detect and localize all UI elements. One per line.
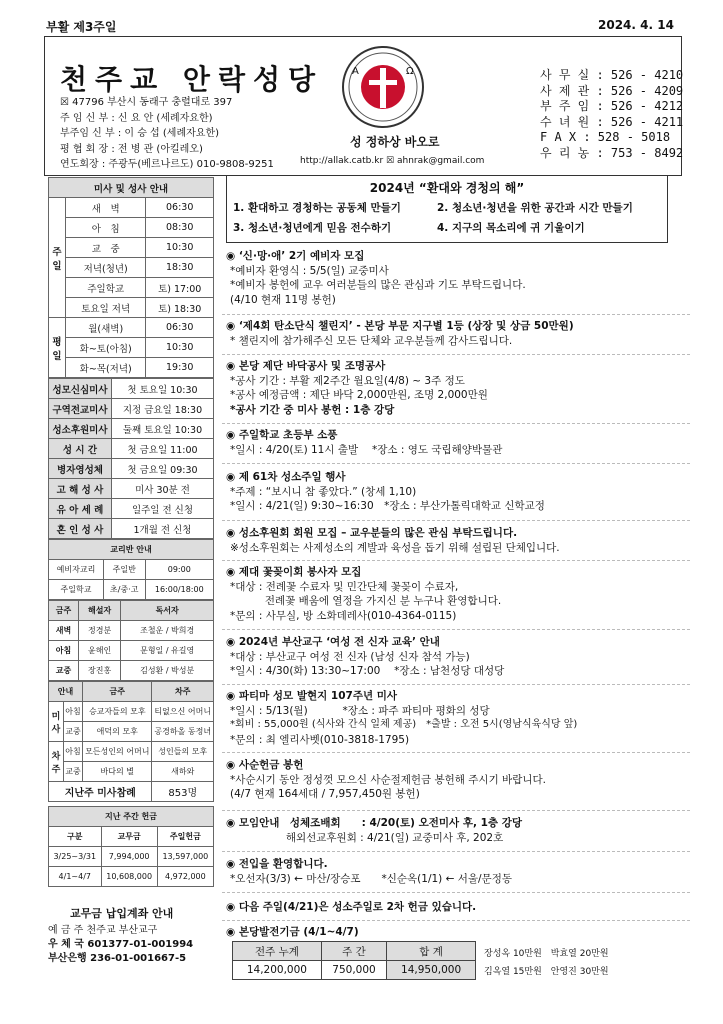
announcement-line: 전례꽃 배움에 열정을 가지신 분 누구나 환영합니다.: [230, 595, 502, 607]
commentator: 정경분: [78, 621, 120, 641]
fund-prev-total: 14,200,000: [233, 961, 322, 980]
hymns-head: 차주: [152, 682, 214, 702]
collection-sunday: 4,972,000: [157, 867, 213, 887]
divider: [222, 560, 690, 561]
announcement-line: *주제 : “보시니 참 좋았다.” (창세 1,10): [230, 485, 417, 498]
fund-head: 합 계: [387, 942, 476, 961]
donor-line: 장성옥 10만원 박효열 20만원: [484, 949, 609, 959]
phone-list: [540, 68, 683, 161]
readers-head: 해설자: [78, 601, 120, 621]
svg-text:A: A: [352, 66, 359, 77]
announcement-title: ◉ 제 61차 성소주일 행사: [226, 471, 346, 483]
announcement-title: ◉ 사순헌금 봉헌: [226, 759, 304, 771]
sidebar: [48, 177, 214, 887]
phone-assistant: 부 주 임 : 526 - 4212: [540, 99, 684, 113]
divider: [222, 629, 690, 630]
mass-time: 18:30: [146, 258, 214, 278]
church-info: [60, 95, 274, 173]
theme-banner: [226, 175, 668, 243]
announcement-line: *공사 기간 : 부활 제2주간 월요일(4/8) ~ 3주 정도: [230, 374, 465, 387]
divider: [222, 314, 690, 315]
church-logo: [340, 44, 426, 130]
announcement: [226, 249, 686, 307]
hymn-next: 성인들의 모후: [152, 742, 214, 762]
collection-title: 지난 주간 헌금: [49, 807, 214, 827]
announcement: [226, 857, 686, 886]
announcement: [226, 925, 686, 940]
mass-name: 주일학교: [66, 278, 146, 298]
sacrament-time: 미사 30분 전: [112, 479, 214, 499]
lectors: 김성환 / 박성분: [121, 661, 214, 681]
phone-rectory: 사 제 관 : 526 - 4209: [540, 83, 684, 98]
readers-table: [48, 600, 214, 681]
divider: [222, 354, 690, 355]
announcement-line: *오선자(3/3) ← 마산/장승포 *신순옥(1/1) ← 서울/문정동: [230, 872, 512, 885]
announcement-title: ◉ 제대 꽃꽂이회 봉사자 모집: [226, 566, 362, 578]
sacrament-name: 성 시 간: [49, 439, 112, 459]
fund-head: 전주 누계: [233, 942, 322, 961]
hymn-next: 새하와: [152, 762, 214, 782]
weekday-label: 평일: [49, 318, 66, 378]
collection-dues: 10,608,000: [101, 867, 157, 887]
mass-time: 06:30: [146, 318, 214, 338]
collection-head: 구분: [49, 827, 102, 847]
sacrament-name: 성모신심미사: [49, 379, 112, 399]
collection-period: 3/25~3/31: [49, 847, 102, 867]
mass-name: 월(새벽): [66, 318, 146, 338]
mass-time: 06:30: [146, 198, 214, 218]
class-group: 초/중·고: [104, 580, 146, 600]
contact-line: [300, 156, 484, 166]
announcement-title: ◉ 본당 제단 바닥공사 및 조명공사: [226, 360, 386, 372]
announcement: [226, 470, 686, 514]
sacrament-time: 첫 토요일 10:30: [112, 379, 214, 399]
collection-head: 주일헌금: [157, 827, 213, 847]
sacrament-time: 첫 금요일 11:00: [112, 439, 214, 459]
email-link[interactable]: ahnrak@gmail.com: [396, 156, 485, 166]
announcement-line: *문의 : 최 엘리사벳(010-3818-1795): [230, 733, 410, 746]
mass-name: 화~목(저녁): [66, 358, 146, 378]
mass-name: 화~토(아침): [66, 338, 146, 358]
email-icon: ☒: [386, 156, 395, 166]
phone-office: 사 무 실 : 526 - 4210: [540, 68, 684, 82]
bank-title: 교무금 납입계좌 안내: [70, 907, 174, 920]
divider: [222, 810, 690, 811]
hymn-now: 바다의 별: [83, 762, 152, 782]
hymns-head: 안내: [49, 682, 83, 702]
announcement-line: *예비자 환영식 : 5/5(일) 교중미사: [230, 264, 389, 277]
divider: [222, 463, 690, 464]
banner-item: 4. 지구의 목소리에 귀 기울이기: [437, 222, 585, 234]
fund-table: [232, 941, 476, 980]
announcement-line: *일시 : 5/13(월) *장소 : 파주 파티마 평화의 성당: [230, 704, 490, 717]
mass-time: 토) 18:30: [146, 298, 214, 318]
svg-text:Ω: Ω: [406, 66, 414, 77]
collection-sunday: 13,597,000: [157, 847, 213, 867]
readers-head: 금주: [49, 601, 79, 621]
mail-icon: ☒: [60, 97, 69, 108]
sacrament-time: 첫 금요일 09:30: [112, 459, 214, 479]
announcement-title: ◉ ‘제4회 탄소단식 챌린지’ - 본당 부문 지구별 1등 (상장 및 상금 50만원): [226, 320, 574, 332]
catechism-title: 교리반 안내: [49, 540, 214, 560]
hymn-next: 공경하올 동정녀: [152, 722, 214, 742]
banner-title: 2024년 “환대와 경청의 해”: [369, 181, 525, 195]
announcement-line: (4/10 현재 11명 봉헌): [230, 293, 336, 306]
announcement-line: *대상 : 전례꽃 수료자 및 민간단체 꽃꽂이 수료자,: [230, 580, 459, 593]
hymn-now: 승교자들의 모후: [83, 702, 152, 722]
announcement: [226, 635, 686, 679]
announcement-title: ◉ ‘신·망·애’ 2기 예비자 모집: [226, 250, 365, 262]
liturgical-week: 부활 제3주일: [46, 20, 117, 34]
divider: [222, 892, 690, 893]
phone-fax: F A X : 528 - 5018: [540, 130, 671, 144]
collection-table: [48, 806, 214, 887]
sacrament-time: 둘째 토요일 10:30: [112, 419, 214, 439]
attendance-value: 853명: [152, 782, 214, 802]
hymns-table: [48, 681, 214, 802]
sacrament-name: 고 해 성 사: [49, 479, 112, 499]
announcement-title: ◉ 본당발전기금 (4/1~4/7): [226, 926, 359, 938]
commentator: 장진홍: [78, 661, 120, 681]
hymn-mass: 교중: [64, 722, 83, 742]
lectors: 문형일 / 유길영: [121, 641, 214, 661]
sacrament-name: 유 아 세 례: [49, 499, 112, 519]
sacrament-time: 지정 금요일 18:30: [112, 399, 214, 419]
fund-donors: [484, 945, 609, 981]
banner-item: 3. 청소년·청년에게 믿음 전수하기: [233, 222, 392, 234]
announcement-title: ◉ 주일학교 초등부 소풍: [226, 429, 338, 441]
collection-head: 교무금: [101, 827, 157, 847]
announcement: [226, 319, 686, 348]
announcement: [226, 758, 686, 802]
mass-title: 미사 및 성사 안내: [49, 178, 214, 198]
banner-item: 2. 청소년·청년을 위한 공간과 시간 만들기: [437, 202, 633, 214]
assistant-line: 부주임 신 부 : 이 승 섭 (세례자요한): [60, 128, 220, 139]
divider: [222, 920, 690, 921]
sacrament-time: 1개월 전 신청: [112, 519, 214, 539]
announcement-line: *대상 : 부산교구 여성 전 신자 (남성 신자 참석 가능): [230, 650, 470, 663]
bulletin-date: 2024. 4. 14: [598, 18, 674, 32]
mass-name: 저녁(청년): [66, 258, 146, 278]
announcement-line: ※성소후원회는 사제성소의 계발과 육성을 돕기 위해 설립된 단체입니다.: [230, 541, 560, 554]
mass-name: 새 벽: [66, 198, 146, 218]
mass-name: 교 중: [66, 238, 146, 258]
banner-item: 1. 환대하고 경청하는 공동체 만들기: [233, 202, 401, 214]
announcement-line: *공사 예정금액 : 제단 바닥 2,000만원, 조명 2,000만원: [230, 389, 488, 401]
hymn-now: 모든성인의 어머니: [83, 742, 152, 762]
mass-table: [48, 177, 214, 378]
announcement-line: *일시 : 4/20(토) 11시 출발 *장소 : 영도 국립해양박물관: [230, 443, 503, 456]
hymn-mass: 교중: [64, 762, 83, 782]
announcement: [226, 689, 686, 747]
bank-busan: 부산은행 236-01-001667-5: [48, 953, 187, 964]
hymn-mass: 아침: [64, 742, 83, 762]
divider: [222, 423, 690, 424]
announcement-title: ◉ 모임안내 성체조배회 : 4/20(토) 오전미사 후, 1층 강당: [226, 817, 523, 829]
patron-saint: 성 정하상 바오로: [350, 135, 440, 149]
class-time: 09:00: [145, 560, 213, 580]
announcement-line: * 챌린지에 참가해주신 모든 단체와 교우분들께 감사드립니다.: [230, 334, 513, 347]
announcement-line: 해외선교후원회 : 4/21(일) 교중미사 후, 202호: [230, 831, 504, 844]
bank-holder: 예 금 주 천주교 부산교구: [48, 925, 158, 936]
mass-name: 토요일 저녁: [66, 298, 146, 318]
announcement-title: ◉ 다음 주일(4/21)은 성소주일로 2차 헌금 있습니다.: [226, 901, 477, 913]
sacrament-name: 혼 인 성 사: [49, 519, 112, 539]
mass-time: 10:30: [146, 238, 214, 258]
council-line: 평 협 회 장 : 전 병 관 (아킬레오): [60, 143, 203, 155]
announcement-title: ◉ 성소후원회 회원 모집 – 교우분들의 많은 관심 부탁드립니다.: [226, 527, 518, 539]
fund-week: 750,000: [321, 961, 386, 980]
divider: [222, 520, 690, 521]
announcement-title: ◉ 파티마 성모 발현지 107주년 미사: [226, 690, 398, 702]
fund-head: 주 간: [321, 942, 386, 961]
announcement: [226, 816, 686, 845]
divider: [222, 684, 690, 685]
class-name: 주일학교: [49, 580, 104, 600]
readers-head: 독서자: [121, 601, 214, 621]
class-group: 주일반: [104, 560, 146, 580]
announcement-line: *일시 : 4/21(일) 9:30~16:30 *장소 : 부산가톨릭대학교 신학교정: [230, 500, 545, 512]
mass-time: 토) 17:00: [146, 278, 214, 298]
announcement-title: ◉ 전입을 환영합니다.: [226, 858, 328, 870]
collection-period: 4/1~4/7: [49, 867, 102, 887]
reader-mass: 아침: [49, 641, 79, 661]
announcement-line: *예비자 봉헌에 교우 여러분들의 많은 관심과 기도 부탁드립니다.: [230, 279, 526, 291]
hymn-now: 애덕의 모후: [83, 722, 152, 742]
announcement-line: *일시 : 4/30(화) 13:30~17:00 *장소 : 남천성당 대성당: [230, 665, 505, 677]
hymn-next: 티없으신 어머니: [152, 702, 214, 722]
divider: [222, 851, 690, 852]
phone-farm: 우 리 농 : 753 - 8492: [540, 145, 684, 160]
sacrament-name: 성소후원미사: [49, 419, 112, 439]
announcement: [226, 900, 686, 915]
sunday-label: 주일: [49, 198, 66, 318]
mass-time: 10:30: [146, 338, 214, 358]
memorial-line: 연도회장 : 주광두(베르나르도) 010-9808-9251: [60, 159, 274, 170]
lectors: 조철운 / 박희경: [121, 621, 214, 641]
class-name: 예비자교리: [49, 560, 104, 580]
hymns-head: 금주: [83, 682, 152, 702]
sacrament-name: 병자영성체: [49, 459, 112, 479]
announcement: [226, 359, 686, 417]
website-link[interactable]: http://allak.catb.kr: [300, 156, 384, 166]
pastor-line: 주 임 신 부 : 신 요 안 (세례자요한): [60, 112, 213, 124]
announcement-line: (4/7 현재 164세대 / 7,957,450원 봉헌): [230, 788, 420, 800]
fund-total: 14,950,000: [387, 961, 476, 980]
announcement: [226, 526, 686, 555]
bank-post: 우 체 국 601377-01-001994: [48, 939, 194, 950]
announcement-line: *사순시기 동안 정성껏 모으신 사순절제헌금 봉헌해 주시기 바랍니다.: [230, 773, 546, 786]
mass-name: 아 침: [66, 218, 146, 238]
church-name: 천주교 안락성당: [60, 63, 324, 96]
mass-time: 08:30: [146, 218, 214, 238]
bank-lines: [48, 924, 193, 966]
announcement-line: *문의 : 사무실, 방 소화데레사(010-4364-0115): [230, 609, 457, 622]
phone-convent: 수 녀 원 : 526 - 4211: [540, 114, 684, 129]
collection-dues: 7,994,000: [101, 847, 157, 867]
announcement-title: ◉ 2024년 부산교구 ‘여성 전 신자 교육’ 안내: [226, 636, 440, 648]
sacrament-name: 구역전교미사: [49, 399, 112, 419]
donor-line: 김옥열 15만원 안영진 30만원: [484, 967, 609, 977]
hymns-cha: 차주: [49, 742, 64, 782]
address: 47796 부산시 동래구 충렬대로 397: [72, 97, 233, 108]
announcement-line: *공사 기간 중 미사 봉헌 : 1층 강당: [230, 403, 395, 416]
reader-mass: 새벽: [49, 621, 79, 641]
reader-mass: 교중: [49, 661, 79, 681]
divider: [222, 752, 690, 753]
announcement: [226, 565, 686, 623]
sacrament-time: 일주일 전 신청: [112, 499, 214, 519]
sacrament-table: [48, 378, 214, 539]
mass-time: 19:30: [146, 358, 214, 378]
announcement-line: *회비 : 55,000원 (식사와 간식 일체 제공) *출발 : 오전 5시(영남식육식당 앞): [230, 719, 578, 730]
announcement: [226, 428, 686, 457]
class-time: 16:00/18:00: [145, 580, 213, 600]
catechism-table: [48, 539, 214, 600]
attendance-label: 지난주 미사참례: [49, 782, 152, 802]
commentator: 윤해인: [78, 641, 120, 661]
hymn-mass: 아침: [64, 702, 83, 722]
hymns-mi: 미사: [49, 702, 64, 742]
